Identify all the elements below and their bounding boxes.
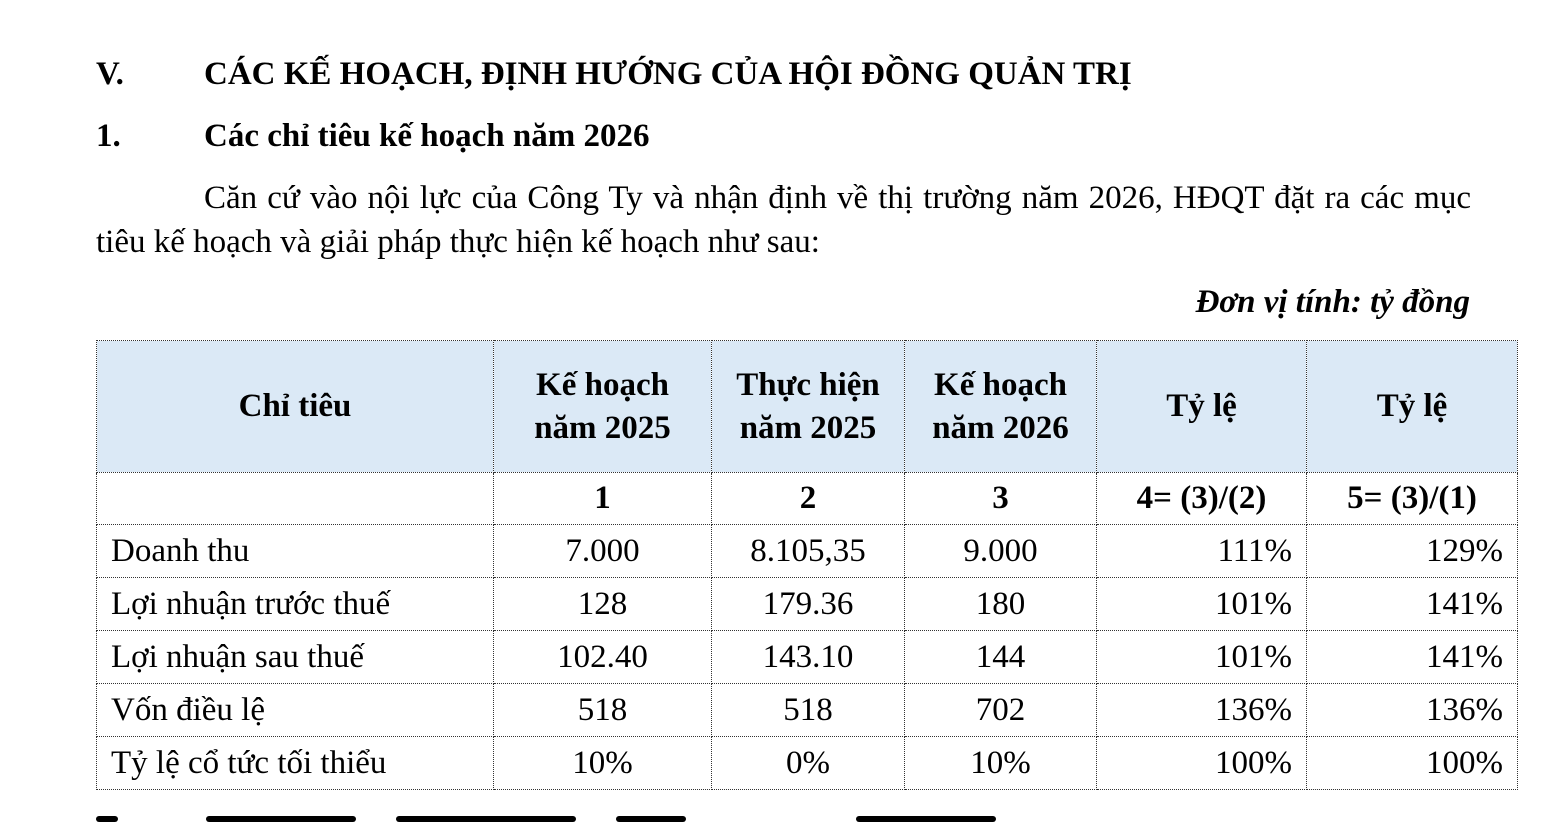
plan-2025-cell: 10% [494, 737, 712, 790]
plan-2025-cell: 518 [494, 684, 712, 737]
plan-2025-cell: 7.000 [494, 525, 712, 578]
header-cell: Thực hiện năm 2025 [712, 341, 905, 473]
plan-table [96, 340, 1518, 790]
ratio-5-cell: 136% [1307, 684, 1518, 737]
plan-2026-cell: 180 [905, 578, 1097, 631]
ratio-4-cell: 101% [1097, 578, 1307, 631]
header-cell: Chỉ tiêu [97, 341, 494, 473]
section-title: CÁC KẾ HOẠCH, ĐỊNH HƯỚNG CỦA HỘI ĐỒNG QUẢN TRỊ [204, 56, 1132, 92]
indicator-name: Doanh thu [97, 525, 494, 578]
indicator-name: Lợi nhuận sau thuế [97, 631, 494, 684]
subsection-heading [96, 116, 1096, 156]
header-cell: Tỷ lệ [1307, 341, 1518, 473]
index-cell: 1 [494, 473, 712, 525]
table-row [97, 684, 1518, 737]
index-cell: 2 [712, 473, 905, 525]
cropped-glyph [856, 816, 996, 822]
column-index-row [97, 473, 1518, 525]
actual-2025-cell: 143.10 [712, 631, 905, 684]
ratio-5-cell: 141% [1307, 578, 1518, 631]
actual-2025-cell: 518 [712, 684, 905, 737]
plan-2025-cell: 128 [494, 578, 712, 631]
header-cell: Kế hoạch năm 2026 [905, 341, 1097, 473]
index-cell [97, 473, 494, 525]
index-cell: 3 [905, 473, 1097, 525]
actual-2025-cell: 0% [712, 737, 905, 790]
plan-2026-cell: 144 [905, 631, 1097, 684]
index-cell: 4= (3)/(2) [1097, 473, 1307, 525]
actual-2025-cell: 8.105,35 [712, 525, 905, 578]
indicator-name: Lợi nhuận trước thuế [97, 578, 494, 631]
actual-2025-cell: 179.36 [712, 578, 905, 631]
plan-2025-cell: 102.40 [494, 631, 712, 684]
indicator-name: Vốn điều lệ [97, 684, 494, 737]
plan-2026-cell: 10% [905, 737, 1097, 790]
subsection-number: 1. [96, 118, 121, 154]
table-row [97, 525, 1518, 578]
section-heading [96, 54, 1396, 94]
cropped-glyph [96, 816, 118, 822]
section-number: V. [96, 56, 124, 92]
ratio-4-cell: 136% [1097, 684, 1307, 737]
unit-note: Đơn vị tính: tỷ đồng [1195, 284, 1470, 320]
ratio-5-cell: 100% [1307, 737, 1518, 790]
plan-2026-cell: 9.000 [905, 525, 1097, 578]
intro-paragraph: Căn cứ vào nội lực của Công Ty và nhận định về thị trường năm 2026, HĐQT đặt ra các mục tiêu kế hoạch và giải pháp thực hiện kế hoạch như sau: [96, 180, 1471, 260]
table-header-row [97, 341, 1518, 473]
table-row [97, 578, 1518, 631]
header-cell: Kế hoạch năm 2025 [494, 341, 712, 473]
ratio-5-cell: 129% [1307, 525, 1518, 578]
cropped-glyph [396, 816, 576, 822]
ratio-4-cell: 111% [1097, 525, 1307, 578]
ratio-5-cell: 141% [1307, 631, 1518, 684]
indicator-name: Tỷ lệ cổ tức tối thiểu [97, 737, 494, 790]
cropped-glyph [616, 816, 686, 822]
plan-2026-cell: 702 [905, 684, 1097, 737]
subsection-title: Các chỉ tiêu kế hoạch năm 2026 [204, 118, 650, 154]
ratio-4-cell: 101% [1097, 631, 1307, 684]
table-row [97, 737, 1518, 790]
cropped-next-heading [96, 812, 996, 824]
ratio-4-cell: 100% [1097, 737, 1307, 790]
header-cell: Tỷ lệ [1097, 341, 1307, 473]
index-cell: 5= (3)/(1) [1307, 473, 1518, 525]
table-row [97, 631, 1518, 684]
cropped-glyph [206, 816, 356, 822]
